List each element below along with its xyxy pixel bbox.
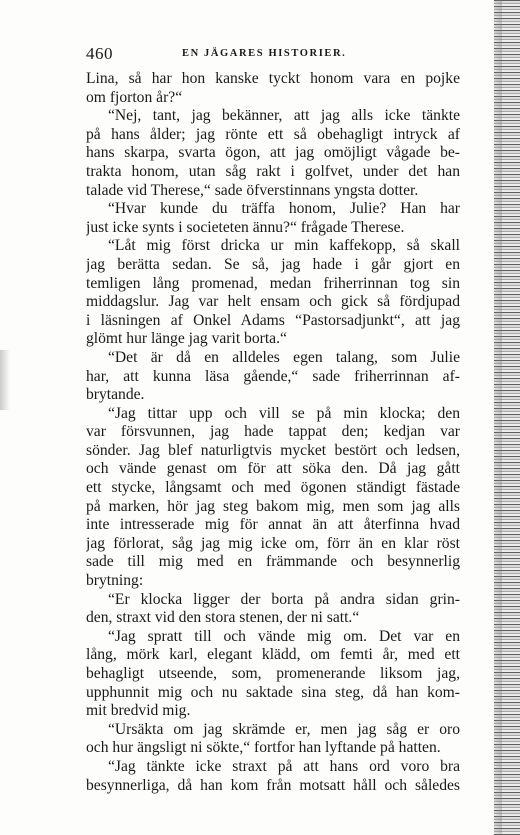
text-line: “Nej, tant, jag bekänner, att jag alls icke tänkte bbox=[108, 107, 460, 125]
text-line: talade vid Therese,“ sade öfverstinnans yngsta dotter. bbox=[86, 181, 419, 199]
page-number: 460 bbox=[86, 44, 113, 63]
text-line: var försvunnen, jag hade tappat den; kedjan var bbox=[86, 423, 460, 441]
text-line: brytning: bbox=[86, 572, 144, 590]
text-line: har, att kunna läsa gående,“ sade friherrinnan af- bbox=[86, 367, 460, 385]
text-line: jag berätta sedan. Se så, jag hade i går gjort en bbox=[86, 255, 460, 273]
text-line: “Ursäkta om jag skrämde er, men jag såg er oro bbox=[108, 720, 460, 738]
text-line: lång, mörk karl, elegant klädd, om femti år, med ett bbox=[86, 646, 460, 664]
text-line: inte intresserade mig för annat än att återfinna hvad bbox=[86, 516, 460, 534]
text-line: på hans ålder; jag rönte ett så obehagligt intryck af bbox=[86, 125, 460, 143]
running-head: EN JÄGARES HISTORIER. bbox=[182, 48, 347, 59]
text-line: besynnerliga, då han kom från motsatt håll och således bbox=[86, 776, 460, 794]
text-line: “Jag spratt till och vände mig om. Det var en bbox=[108, 627, 460, 645]
text-line: just icke synts i societeten ännu?“ frågade Therese. bbox=[86, 218, 405, 236]
text-line: jag förlorat, såg jag mig icke om, förr än en klar röst bbox=[86, 534, 460, 552]
text-line: Lina, så har hon kanske tyckt honom vara en pojke bbox=[86, 70, 460, 87]
page-gutter-shadow bbox=[0, 350, 10, 410]
text-line: behagligt utseende, som, promenerande liksom jag, bbox=[86, 665, 460, 682]
page-header bbox=[86, 44, 466, 64]
text-line: ett stycke, långsamt och med ögonen ständigt fästade bbox=[86, 479, 460, 497]
body-text bbox=[86, 70, 460, 795]
text-line: “Hvar kunde du träffa honom, Julie? Han har bbox=[108, 200, 460, 218]
text-line: temligen lång promenad, medan friherrinnan tog sin bbox=[86, 274, 460, 292]
text-line: brytande. bbox=[86, 386, 145, 404]
page-edge-shadow bbox=[492, 0, 502, 835]
text-line: om fjorton år?“ bbox=[86, 88, 183, 106]
text-line: sade till mig med en främmande och besynnerlig bbox=[86, 553, 460, 571]
text-line: och hur ängsligt ni sökte,“ fortfor han lyftande på hatten. bbox=[86, 739, 441, 757]
text-line: “Jag tittar upp och vill se på min klocka; den bbox=[108, 404, 460, 422]
text-line: på marken, hör jag steg bakom mig, men som jag alls bbox=[86, 497, 460, 515]
text-line: och vände genast om för att söka den. Då jag gått bbox=[86, 460, 460, 478]
text-line: upphunnit mig och nu saktade sina steg, då han kom- bbox=[86, 683, 460, 701]
text-line: middagslur. Jag var helt ensam och gick så fördjupad bbox=[86, 293, 460, 311]
text-line: sönder. Jag blef naturligtvis mycket bestört och ledsen, bbox=[86, 441, 460, 459]
text-line: den, straxt vid den stora stenen, der ni satt.“ bbox=[86, 609, 360, 627]
text-line: glömt hur länge jag varit borta.“ bbox=[86, 330, 287, 348]
text-line: “Jag tänkte icke straxt på att hans ord voro bra bbox=[108, 757, 460, 775]
text-line: “Låt mig först dricka ur min kaffekopp, så skall bbox=[108, 237, 460, 255]
text-line: “Det är då en alldeles egen talang, som Julie bbox=[108, 348, 460, 366]
text-line: i läsningen af Onkel Adams “Pastorsadjunkt“, att jag bbox=[86, 311, 460, 329]
text-line: trakta honom, utan såg rakt i golfvet, under det han bbox=[86, 162, 460, 180]
text-line: hans skarpa, svarta ögon, att jag omöjligt vågade be- bbox=[86, 144, 460, 162]
text-line: mit bredvid mig. bbox=[86, 702, 191, 720]
text-line: “Er klocka ligger der borta på andra sidan grin- bbox=[108, 590, 460, 608]
